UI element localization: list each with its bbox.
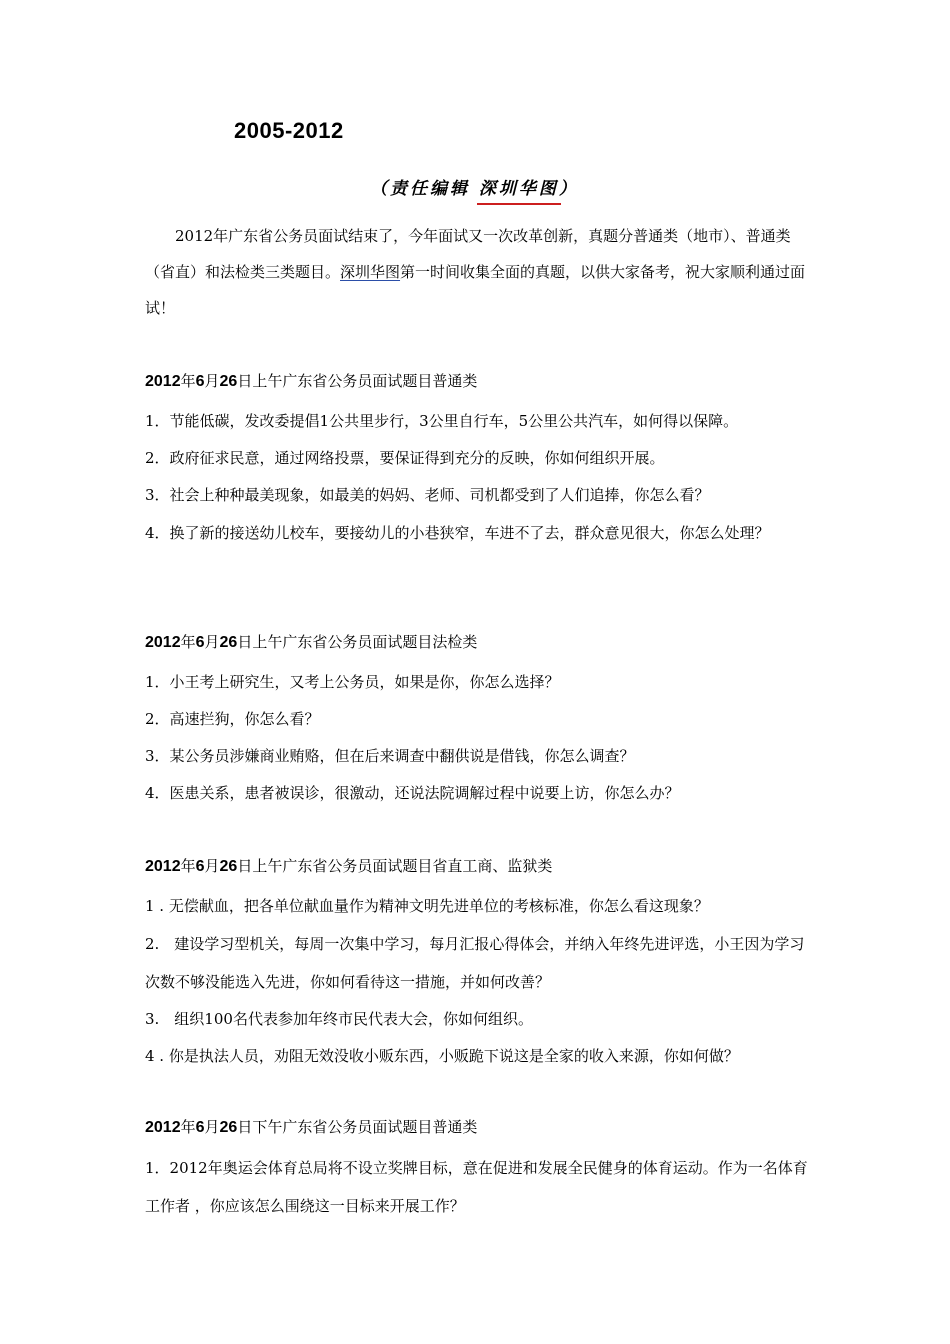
intro-brand-link[interactable]: 深圳华图 (340, 263, 401, 281)
editor-open-paren: （ (370, 179, 390, 199)
section-heading: 2012年6月26日上午广东省公务员面试题目法检类 (145, 633, 478, 651)
section-heading: 2012年6月26日下午广东省公务员面试题目普通类 (145, 1118, 478, 1136)
question-section-4 (145, 1112, 813, 1225)
question-item: 4．换了新的接送幼儿校车，要接幼儿的小巷狭窄，车进不了去，群众意见很大，你怎么处理？ (145, 524, 770, 542)
question-item: 3．某公务员涉嫌商业贿赂，但在后来调查中翻供说是借钱，你怎么调查？ (145, 747, 635, 765)
editor-label: 责任编辑 (390, 179, 479, 199)
editor-close-paren: ） (558, 179, 579, 199)
intro-text-1: 2012年广东省公务员面试结束了，今年面试又一次改革创新，真题分普通类（地市）、普通类（省直）和法检类三类题目。 (145, 227, 791, 281)
section-heading: 2012年6月26日上午广东省公务员面试题目省直工商、监狱类 (145, 857, 553, 875)
question-item: 1．2012年奥运会体育总局将不设立奖牌目标，意在促进和发展全民健身的体育运动。作为一名体育工作者 ，你应该怎么围绕这一目标来开展工作？ (145, 1159, 808, 1215)
question-item: 1 . 无偿献血，把各单位献血量作为精神文明先进单位的考核标准，你怎么看这现象？ (145, 897, 709, 915)
editor-credit (370, 174, 579, 199)
question-item: 4．医患关系，患者被误诊，很激动，还说法院调解过程中说要上访，你怎么办？ (145, 784, 680, 802)
question-item: 1．节能低碳，发改委提倡1公共里步行，3公里自行车，5公里公共汽车，如何得以保障。 (145, 412, 739, 430)
document-title-year: 2005-2012 (234, 118, 344, 143)
intro-paragraph (145, 218, 813, 326)
question-item: 2．政府征求民意，通过网络投票，要保证得到充分的反映，你如何组织开展。 (145, 449, 665, 467)
question-section-2 (145, 627, 813, 812)
question-section-3 (145, 851, 813, 1075)
question-item: 1．小王考上研究生，又考上公务员，如果是你，你怎么选择？ (145, 673, 560, 691)
question-item: 3. 组织100名代表参加年终市民代表大会，你如何组织。 (145, 1010, 533, 1028)
section-heading: 2012年6月26日上午广东省公务员面试题目普通类 (145, 372, 478, 390)
editor-brand-name: 深圳华图 (479, 174, 559, 199)
question-item: 2. 建设学习型机关，每周一次集中学习，每月汇报心得体会，并纳入年终先进评选，小王因为学习次数不够没能选入先进，你如何看待这一措施，并如何改善？ (145, 935, 805, 991)
question-item: 2．高速拦狗，你怎么看？ (145, 710, 320, 728)
question-section-1 (145, 366, 813, 552)
question-item: 3．社会上种种最美现象，如最美的妈妈、老师、司机都受到了人们追捧，你怎么看？ (145, 486, 710, 504)
question-item: 4 . 你是执法人员，劝阻无效没收小贩东西，小贩跪下说这是全家的收入来源，你如何做？ (145, 1047, 739, 1065)
intro-text-2: 第一时间收集全面的真题，以供大家备考，祝大家顺利通过面试！ (145, 263, 806, 317)
